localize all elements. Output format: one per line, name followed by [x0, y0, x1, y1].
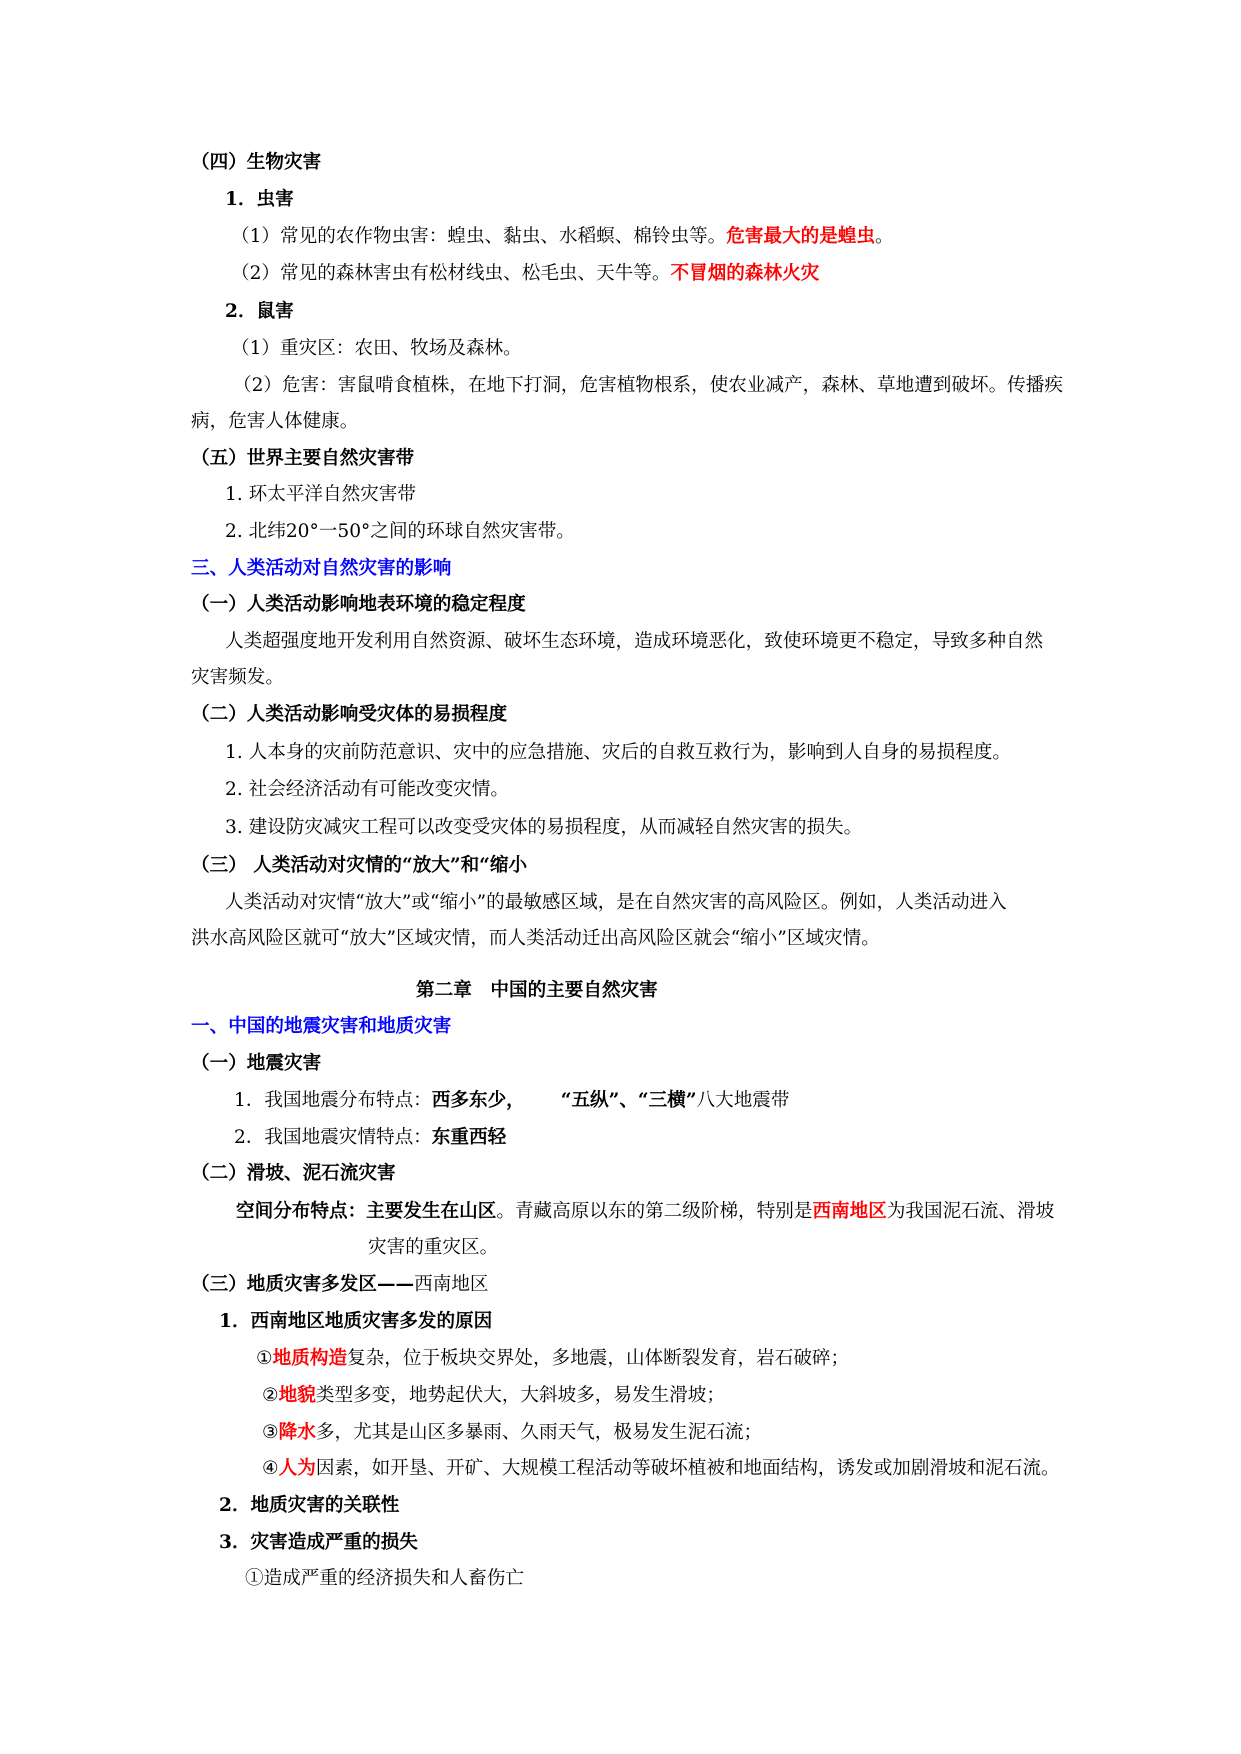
cause-item-4 [262, 1457, 1060, 1481]
cause-marker-4: ④ [262, 1458, 279, 1479]
subheading-rodents: 2．鼠害 [225, 301, 294, 322]
subheading-causes: 1．西南地区地质灾害多发的原因 [219, 1311, 493, 1332]
heading-amplify: （三） 人类活动对灾情的“放大”和“缩小 [191, 855, 528, 876]
southwest-heading-rest: 西南地区 [414, 1274, 489, 1295]
subheading-losses: 3．灾害造成严重的损失 [219, 1532, 418, 1553]
losses-item-1: ①造成严重的经济损失和人畜伤亡 [245, 1568, 524, 1589]
amplify-body-line-1: 人类活动对灾情“放大”或“缩小”的最敏感区域，是在自然灾害的高风险区。例如，人类活动进入 [225, 892, 1007, 913]
amplify-body-line-2: 洪水高风险区就可“放大”区域灾情，而人类活动迁出高风险区就会“缩小”区域灾情。 [191, 928, 880, 949]
cause-text-4: 因素，如开垦、开矿、大规模工程活动等破坏植被和地面结构，诱发或加剧滑坡和泥石流。 [315, 1458, 1060, 1479]
heading-stability: （一）人类活动影响地表环境的稳定程度 [191, 594, 526, 615]
cause-marker-2: ② [262, 1385, 279, 1406]
subheading-pests: 1．虫害 [225, 189, 294, 210]
vulnerability-item-2: 2. 社会经济活动有可能改变灾情。 [225, 779, 509, 800]
crop-pests-line [231, 225, 894, 249]
cause-text-3: 多，尤其是山区多暴雨、久雨天气，极易发生泥石流； [315, 1422, 763, 1443]
cause-text-2: 类型多变，地势起伏大，大斜坡多，易发生滑坡； [315, 1385, 725, 1406]
quake-distribution-label: 1．我国地震分布特点： [234, 1090, 432, 1111]
landslide-distribution-bold: 空间分布特点：主要发生在山区 [236, 1201, 497, 1222]
hazard-belt-item-1: 1. 环太平洋自然灾害带 [225, 484, 416, 505]
hazard-belt-item-2: 2. 北纬20°一50°之间的环球自然灾害带。 [225, 521, 575, 542]
stability-body-line-1: 人类超强度地开发利用自然资源、破坏生态环境，造成环境恶化，致使环境更不稳定，导致多种自然 [225, 631, 1044, 652]
heading-earthquakes: （一）地震灾害 [191, 1053, 322, 1074]
quake-distribution-bold-2: “五纵”、“三横” [560, 1090, 697, 1111]
heading-southwest [191, 1273, 489, 1297]
vulnerability-item-1: 1. 人本身的灾前防范意识、灾中的应急措施、灾后的自救互救行为，影响到人自身的易损程度。 [225, 742, 1011, 763]
crop-pests-highlight: 危害最大的是蝗虫 [726, 226, 876, 247]
cause-marker-1: ① [256, 1348, 273, 1369]
quake-distribution-rest: 八大地震带 [696, 1090, 790, 1111]
rodents-harm-line-2: 病，危害人体健康。 [191, 411, 359, 432]
southwest-heading-bold: （三）地质灾害多发区—— [191, 1274, 415, 1295]
section-heading-human-impact: 三、人类活动对自然灾害的影响 [191, 558, 452, 579]
cause-highlight-4: 人为 [278, 1458, 316, 1479]
chapter-title: 第二章 中国的主要自然灾害 [416, 980, 658, 1001]
cause-item-3 [262, 1421, 762, 1445]
cause-highlight-2: 地貌 [278, 1385, 316, 1406]
cause-item-2 [262, 1384, 725, 1408]
quake-distribution-line [234, 1089, 790, 1113]
heading-hazard-belts: （五）世界主要自然灾害带 [191, 448, 415, 469]
subheading-linkage: 2．地质灾害的关联性 [219, 1495, 400, 1516]
section-heading-quakes-geo: 一、中国的地震灾害和地质灾害 [191, 1016, 452, 1037]
crop-pests-end: 。 [875, 226, 894, 247]
quake-damage-label: 2．我国地震灾情特点： [234, 1127, 432, 1148]
cause-highlight-1: 地质构造 [272, 1348, 348, 1369]
cause-text-1: 复杂，位于板块交界处，多地震，山体断裂发育，岩石破碎； [347, 1348, 850, 1369]
rodents-areas-line: （1）重灾区：农田、牧场及森林。 [231, 338, 522, 359]
quake-damage-line [234, 1126, 506, 1150]
vulnerability-item-3: 3. 建设防灾减灾工程可以改变受灾体的易损程度，从而减轻自然灾害的损失。 [225, 817, 863, 838]
heading-landslides: （二）滑坡、泥石流灾害 [191, 1163, 396, 1184]
quake-distribution-bold-1: 西多东少， [431, 1090, 525, 1111]
landslide-distribution-highlight: 西南地区 [812, 1201, 887, 1222]
heading-bio-disasters: （四）生物灾害 [191, 152, 322, 173]
cause-marker-3: ③ [262, 1422, 279, 1443]
landslide-distribution-text: 。青藏高原以东的第二级阶梯，特别是 [496, 1201, 813, 1222]
landslide-distribution-rest: 为我国泥石流、滑坡 [886, 1201, 1055, 1222]
landslide-distribution-line-1 [236, 1200, 1054, 1224]
forest-pests-line [231, 262, 819, 286]
rodents-harm-line-1: （2）危害：害鼠啃食植株，在地下打洞，危害植物根系，使农业减产，森林、草地遭到破坏。传播疾 [233, 375, 1063, 396]
forest-pests-highlight: 不冒烟的森林火灾 [670, 263, 820, 284]
quake-damage-bold: 东重西轻 [431, 1127, 507, 1148]
heading-vulnerability: （二）人类活动影响受灾体的易损程度 [191, 704, 508, 725]
landslide-distribution-line-2: 灾害的重灾区。 [368, 1237, 499, 1258]
cause-highlight-3: 降水 [278, 1422, 316, 1443]
crop-pests-text: （1）常见的农作物虫害：蝗虫、黏虫、水稻螟、棉铃虫等。 [231, 226, 727, 247]
stability-body-line-2: 灾害频发。 [191, 667, 284, 688]
forest-pests-text: （2）常见的森林害虫有松材线虫、松毛虫、天牛等。 [231, 263, 671, 284]
cause-item-1 [256, 1347, 849, 1371]
